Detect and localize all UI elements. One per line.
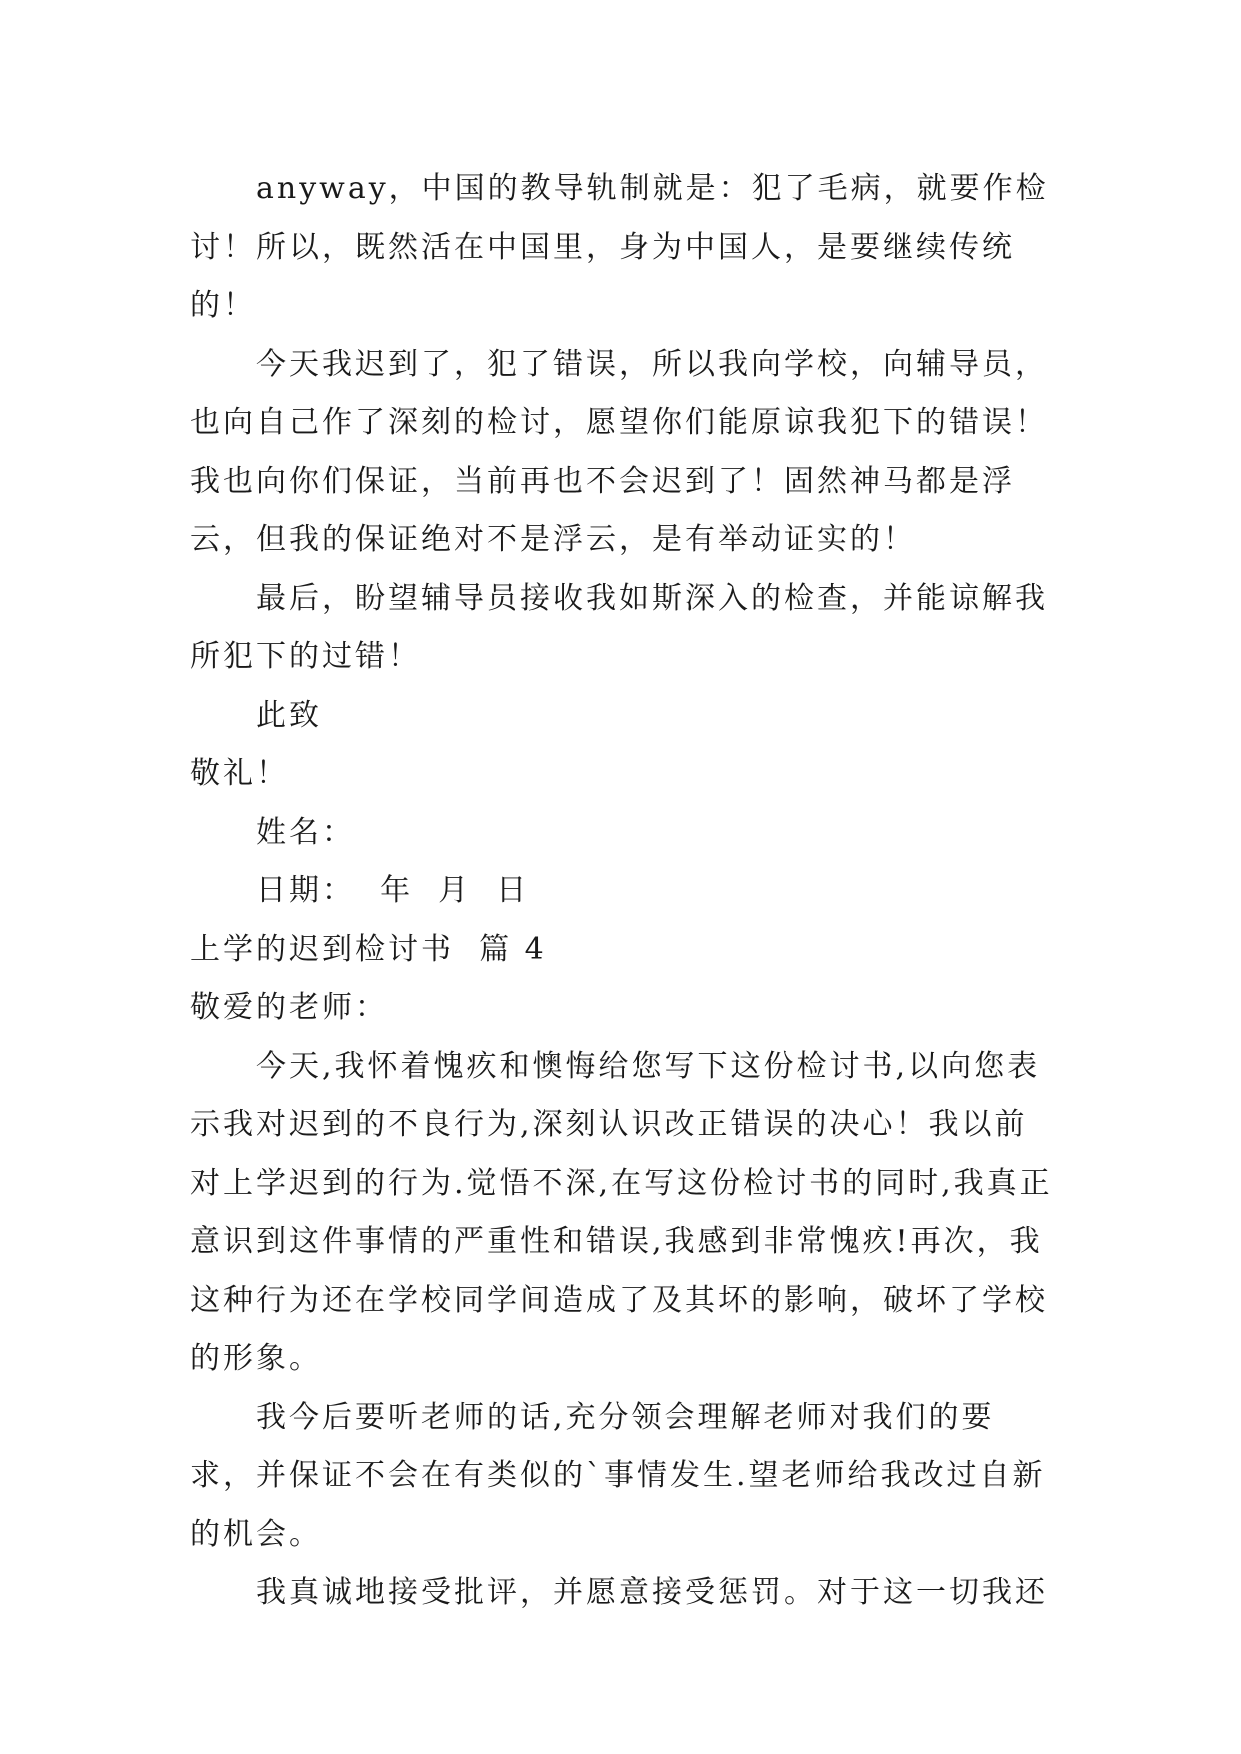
paragraph-promise: 我今后要听老师的话,充分领会理解老师对我们的要求，并保证不会在有类似的`事情发生.望老师给我改过自新的机会。	[190, 1399, 1046, 1552]
salutation-jingli: 敬礼！	[190, 756, 289, 791]
salutation-cizhi: 此致	[256, 697, 322, 733]
paragraph-accept-punishment: 我真诚地接受批评，并愿意接受惩罚。对于这一切我还	[256, 1575, 1048, 1610]
paragraph-tradition: anyway，中国的教导轨制就是：犯了毛病，就要作检讨！所以，既然活在中国里，身为中国人，是要继续传统的！	[190, 171, 1049, 323]
paragraph-remorse: 今天,我怀着愧疚和懊悔给您写下这份检讨书,以向您表示我对迟到的不良行为,深刻认识改正错误的决心！我以前对上学迟到的行为.觉悟不深,在写这份检讨书的同时,我真正意识到这件事情的严重性和错误,我感到非常愧疚!再次，我这种行为还在学校同学间造成了及其坏的影响，破坏了学校的形象。	[190, 1048, 1053, 1376]
document-body	[190, 160, 1060, 1623]
signature-name-line: 姓名：	[256, 814, 355, 850]
paragraph-apology: 今天我迟到了，犯了错误，所以我向学校，向辅导员，也向自己作了深刻的检讨，愿望你们能原谅我犯下的错误！我也向你们保证，当前再也不会迟到了！固然神马都是浮云，但我的保证绝对不是浮云，是有举动证实的！	[190, 346, 1048, 557]
section-heading: 上学的迟到检讨书 篇 4	[190, 931, 547, 967]
signature-date-line: 日期： 年 月 日	[256, 873, 530, 908]
paragraph-closing-hope: 最后，盼望辅导员接收我如斯深入的检查，并能谅解我所犯下的过错！	[190, 580, 1048, 674]
greeting-line: 敬爱的老师：	[190, 990, 388, 1025]
